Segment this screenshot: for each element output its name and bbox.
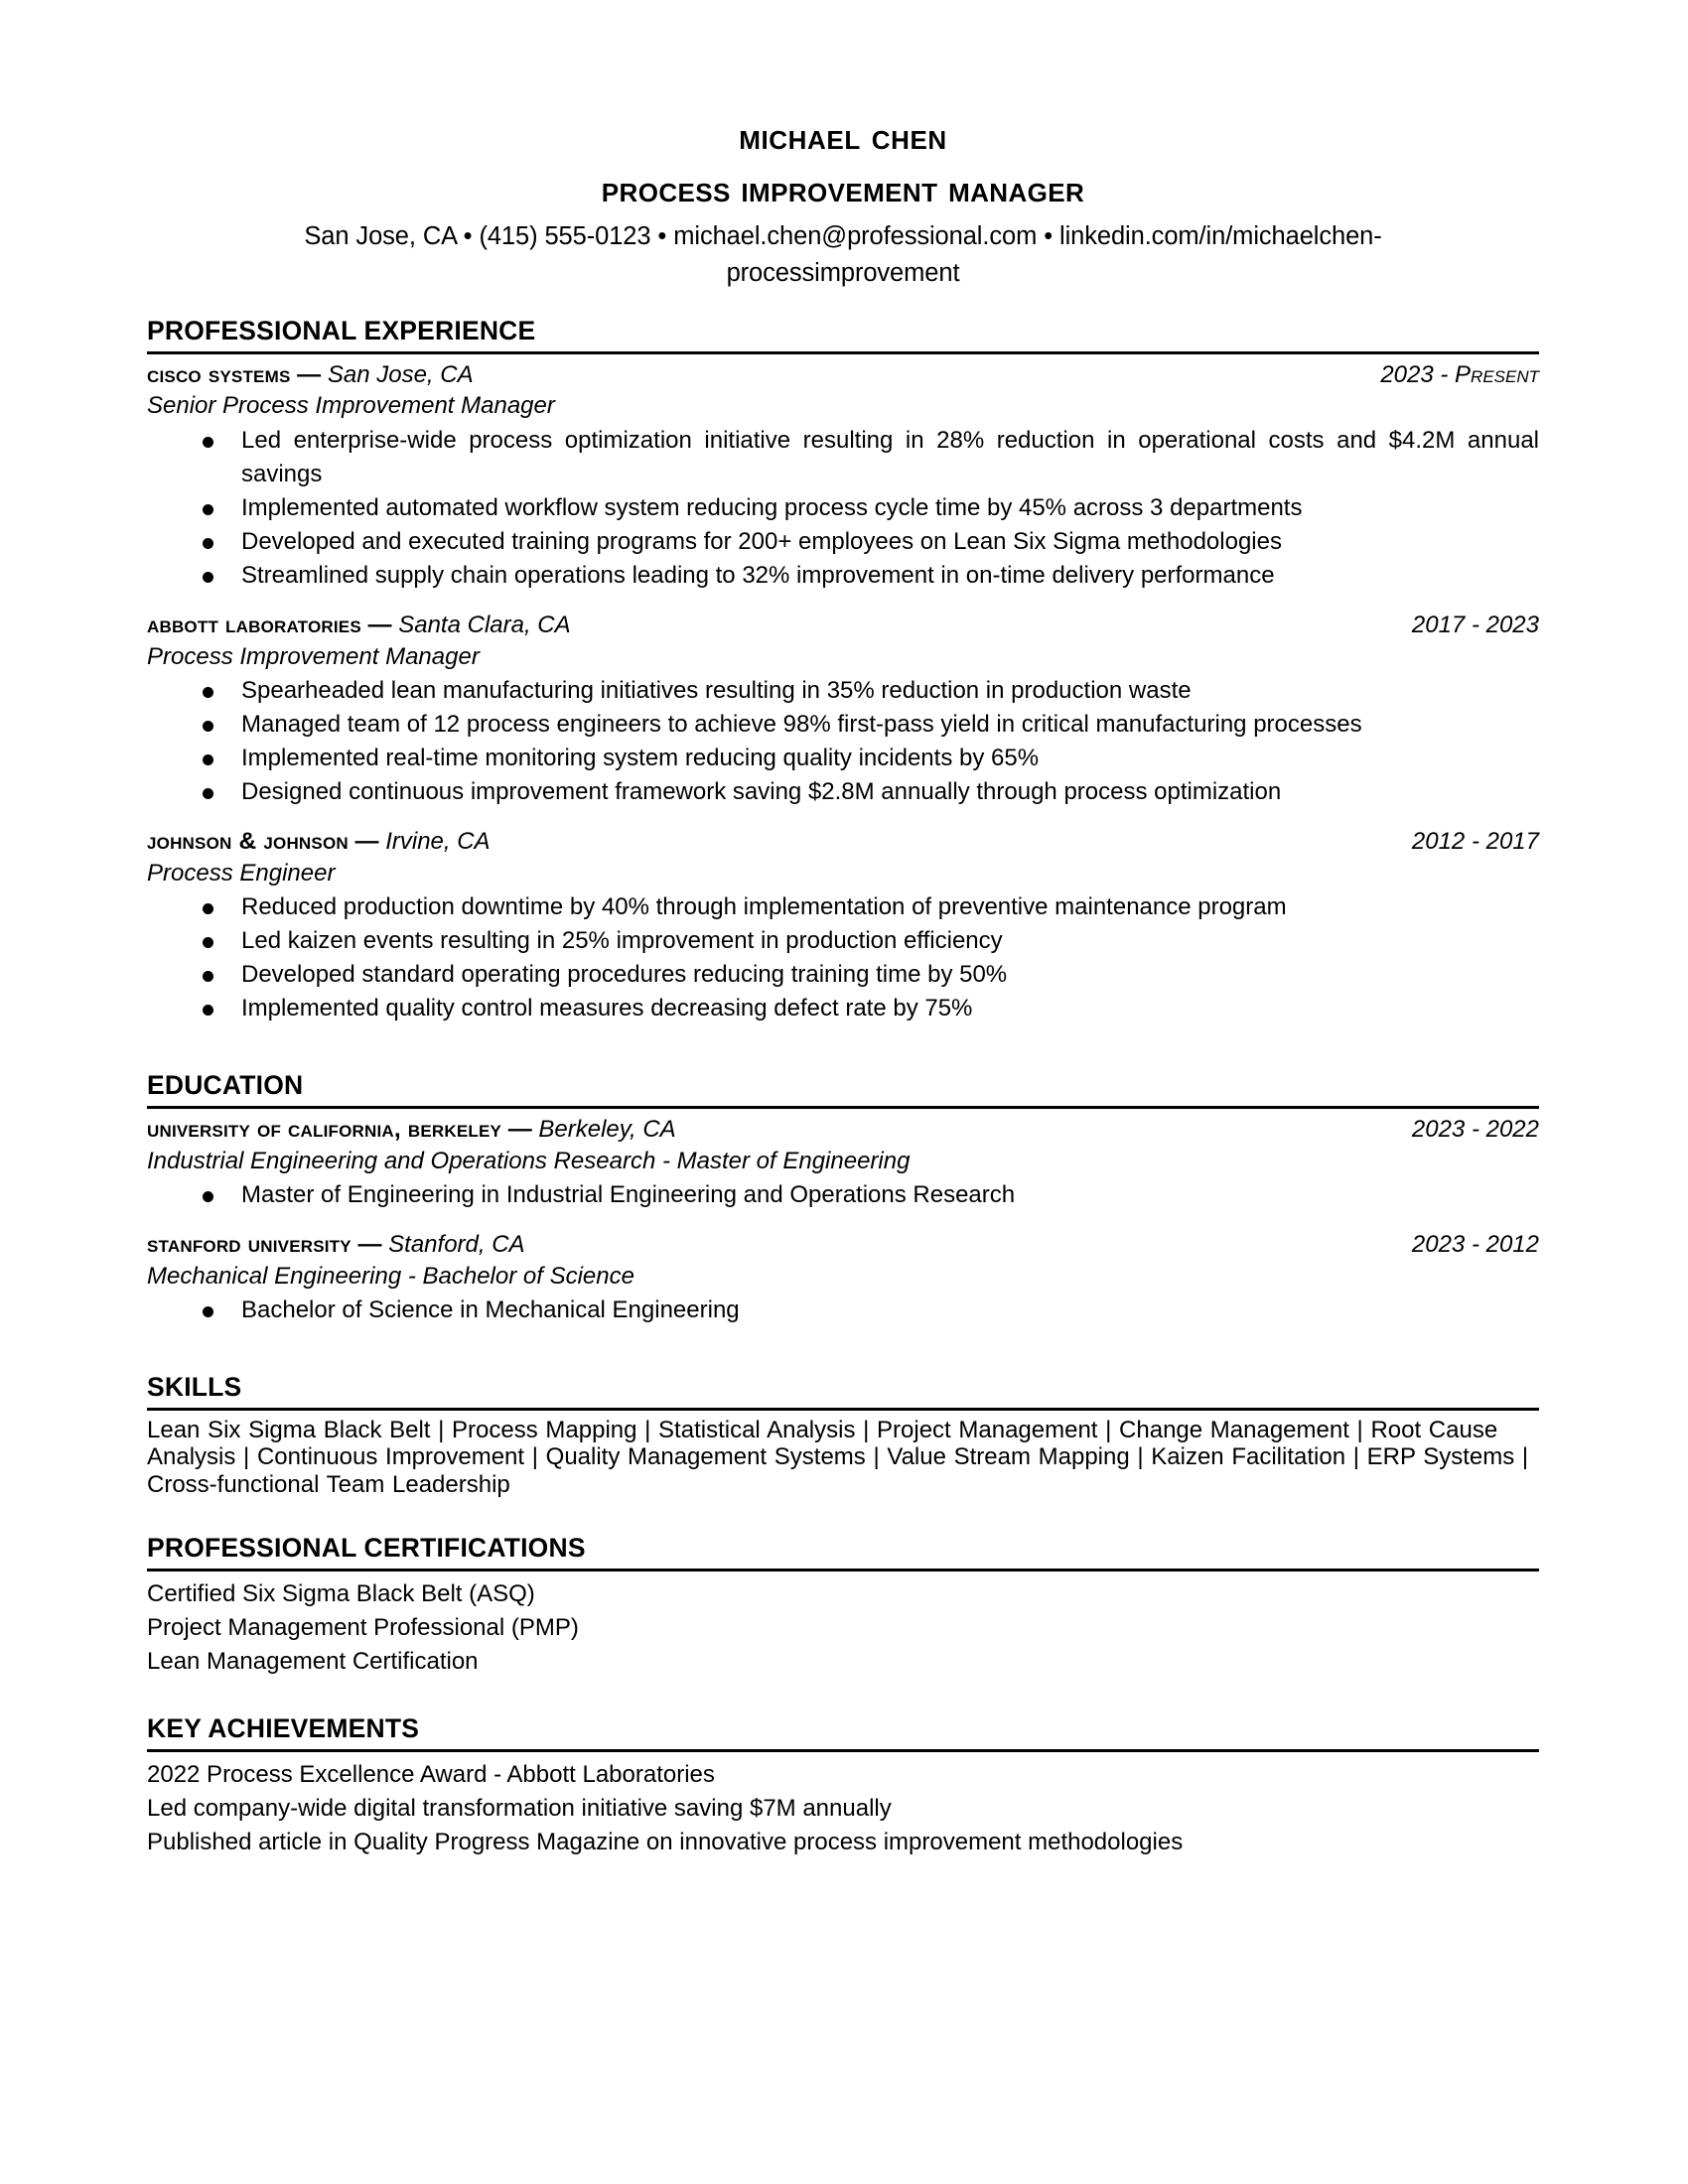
entry-dates: 2017 - 2023 bbox=[1411, 611, 1539, 638]
org-name: university of california, berkeley bbox=[147, 1116, 502, 1144]
experience-entry bbox=[147, 360, 1539, 593]
org-name: cisco systems bbox=[147, 360, 291, 388]
achievements-list bbox=[147, 1758, 1539, 1859]
entry-dates: 2023 - 2022 bbox=[1411, 1116, 1539, 1144]
achievement-line: 2022 Process Excellence Award - Abbott Laboratories bbox=[147, 1760, 715, 1788]
bullet-item: Managed team of 12 process engineers to achieve 98% first-pass yield in critical manufacturing processes bbox=[147, 708, 1539, 742]
entry-bullets bbox=[147, 890, 1539, 1025]
entry-bullets bbox=[147, 1178, 1539, 1212]
entry-role: Process Engineer bbox=[147, 859, 336, 887]
bullet-item: Designed continuous improvement framework saving $2.8M annually through process optimization bbox=[147, 775, 1539, 809]
org-dash: — bbox=[290, 360, 328, 388]
org-dash: — bbox=[360, 611, 399, 638]
achievement-line: Led company-wide digital transformation initiative saving $7M annually bbox=[147, 1794, 892, 1822]
bullet-item: Developed standard operating procedures reducing training time by 50% bbox=[147, 958, 1539, 992]
entry-dates: 2023 - Present bbox=[1380, 360, 1539, 388]
entry-bullets bbox=[147, 424, 1539, 593]
org-dash: — bbox=[348, 828, 386, 856]
bullet-item: Bachelor of Science in Mechanical Engineering bbox=[147, 1294, 1539, 1327]
org-line bbox=[147, 360, 1380, 390]
org-location: Santa Clara, CA bbox=[398, 611, 571, 638]
entry-role: Mechanical Engineering - Bachelor of Science bbox=[147, 1263, 634, 1291]
experience-entry bbox=[147, 827, 1539, 1025]
education-entry bbox=[147, 1115, 1539, 1212]
section-certifications bbox=[147, 1534, 1539, 1679]
entry-header bbox=[147, 1115, 1539, 1145]
entry-role: Industrial Engineering and Operations Research - Master of Engineering bbox=[147, 1147, 911, 1174]
org-location: Irvine, CA bbox=[385, 828, 491, 856]
entry-role: Senior Process Improvement Manager bbox=[147, 392, 555, 420]
entry-header bbox=[147, 611, 1539, 640]
section-experience bbox=[147, 317, 1539, 1026]
resume-header bbox=[147, 117, 1539, 291]
entry-header bbox=[147, 1230, 1539, 1260]
section-education bbox=[147, 1071, 1539, 1327]
org-dash: — bbox=[351, 1231, 389, 1259]
org-location: San Jose, CA bbox=[327, 360, 474, 388]
org-location: Stanford, CA bbox=[388, 1231, 525, 1259]
section-achievements bbox=[147, 1714, 1539, 1859]
bullet-item: Reduced production downtime by 40% through implementation of preventive maintenance program bbox=[147, 890, 1539, 924]
section-heading-experience: PROFESSIONAL EXPERIENCE bbox=[147, 317, 1539, 354]
bullet-item: Implemented real-time monitoring system reducing quality incidents by 65% bbox=[147, 742, 1539, 775]
bullet-item: Spearheaded lean manufacturing initiatives resulting in 35% reduction in production waste bbox=[147, 674, 1539, 708]
education-entries bbox=[147, 1115, 1539, 1327]
section-heading-achievements: KEY ACHIEVEMENTS bbox=[147, 1714, 1539, 1752]
entry-role: Process Improvement Manager bbox=[147, 642, 480, 670]
org-line bbox=[147, 1230, 1412, 1260]
experience-entry bbox=[147, 611, 1539, 809]
experience-entries bbox=[147, 360, 1539, 1026]
candidate-title: process improvement manager bbox=[601, 169, 1085, 210]
entry-bullets bbox=[147, 1294, 1539, 1327]
certification-line: Project Management Professional (PMP) bbox=[147, 1613, 579, 1641]
bullet-item: Streamlined supply chain operations leading to 32% improvement in on-time delivery performance bbox=[147, 559, 1539, 593]
entry-bullets bbox=[147, 674, 1539, 809]
entry-header bbox=[147, 827, 1539, 857]
org-location: Berkeley, CA bbox=[538, 1116, 676, 1144]
candidate-name: michael chen bbox=[739, 116, 947, 157]
bullet-item: Master of Engineering in Industrial Engineering and Operations Research bbox=[147, 1178, 1539, 1212]
certifications-list bbox=[147, 1577, 1539, 1679]
bullet-item: Implemented automated workflow system reducing process cycle time by 45% across 3 departments bbox=[147, 491, 1539, 525]
org-name: stanford university bbox=[147, 1231, 352, 1259]
certification-line: Lean Management Certification bbox=[147, 1647, 479, 1675]
org-line bbox=[147, 611, 1412, 640]
entry-header bbox=[147, 360, 1539, 390]
section-skills bbox=[147, 1373, 1539, 1498]
org-dash: — bbox=[501, 1116, 539, 1144]
education-entry bbox=[147, 1230, 1539, 1327]
contact-line: San Jose, CA • (415) 555-0123 • michael.chen@professional.com • linkedin.com/in/michaelchen-processimprovement bbox=[304, 222, 1382, 287]
skills-list: Lean Six Sigma Black Belt | Process Mapping | Statistical Analysis | Project Management | Change Management | Root Cause Analysis | Continuous Improvement | Quality Management Systems | Value Stream Mapping | Kaizen Facilitation | ERP Systems | Cross-functional Team Leadership bbox=[147, 1416, 1529, 1498]
bullet-item: Led enterprise-wide process optimization initiative resulting in 28% reduction in operational costs and $4.2M annual savings bbox=[147, 424, 1539, 491]
bullet-item: Led kaizen events resulting in 25% improvement in production efficiency bbox=[147, 924, 1539, 958]
certification-line: Certified Six Sigma Black Belt (ASQ) bbox=[147, 1579, 535, 1607]
entry-dates: 2012 - 2017 bbox=[1411, 828, 1539, 856]
section-heading-certifications: PROFESSIONAL CERTIFICATIONS bbox=[147, 1534, 1539, 1571]
bullet-item: Developed and executed training programs for 200+ employees on Lean Six Sigma methodologies bbox=[147, 525, 1539, 559]
section-heading-skills: SKILLS bbox=[147, 1373, 1539, 1411]
section-heading-education: EDUCATION bbox=[147, 1071, 1539, 1109]
achievement-line: Published article in Quality Progress Magazine on innovative process improvement methodologies bbox=[147, 1828, 1184, 1855]
bullet-item: Implemented quality control measures decreasing defect rate by 75% bbox=[147, 992, 1539, 1025]
entry-dates: 2023 - 2012 bbox=[1411, 1231, 1539, 1259]
org-name: johnson & johnson bbox=[147, 828, 349, 856]
org-name: abbott laboratories bbox=[147, 611, 361, 638]
org-line bbox=[147, 827, 1412, 857]
org-line bbox=[147, 1115, 1412, 1145]
